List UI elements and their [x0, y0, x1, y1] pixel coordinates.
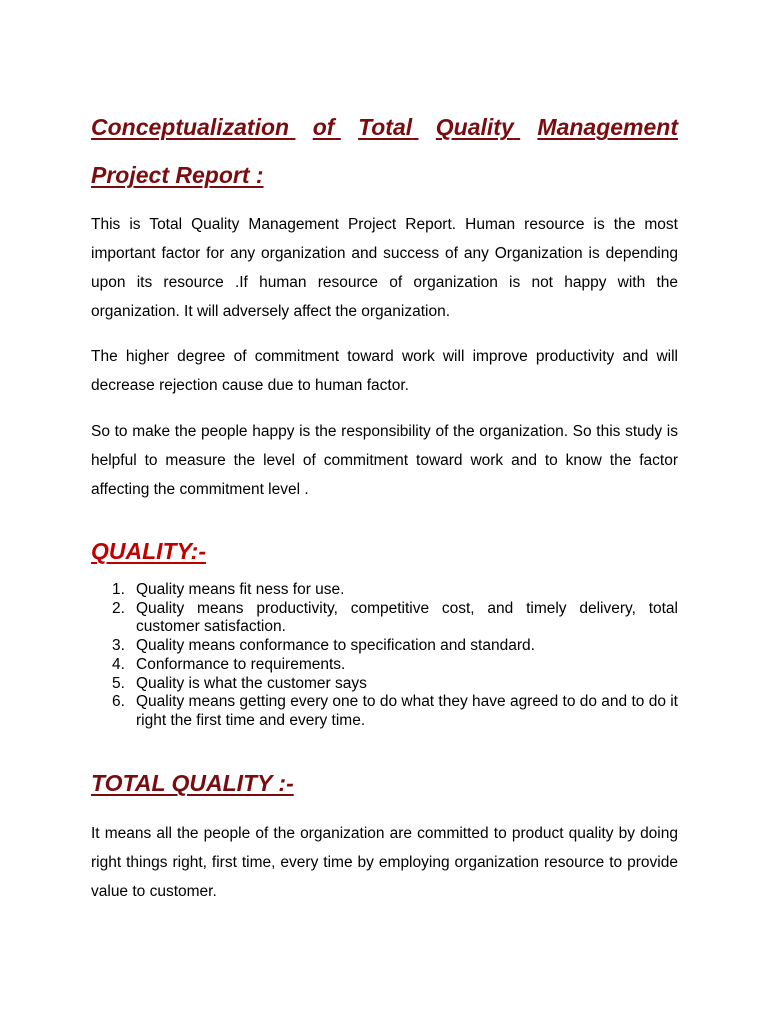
list-item-text: Quality means getting every one to do what they have agreed to do and to do it right the first time and every time.: [136, 693, 678, 729]
title-gap: [334, 113, 358, 141]
list-item: [91, 693, 678, 730]
total-quality-heading: TOTAL QUALITY :-: [91, 770, 294, 796]
title-word: Management: [537, 114, 678, 140]
total-quality-paragraph: It means all the people of the organization are committed to product quality by doing right things right, first time, every time by employing organization resource to provide value to customer.: [91, 825, 678, 900]
list-item-text: Quality means productivity, competitive cost, and timely delivery, total customer satisfaction.: [136, 599, 678, 636]
quality-heading: QUALITY:-: [91, 538, 206, 564]
title-gap: [289, 113, 313, 141]
list-item: [91, 600, 678, 637]
list-item-number: 3.: [112, 637, 125, 655]
document-title-line-2: Project Report :: [91, 162, 264, 188]
title-gap: [514, 113, 538, 141]
list-item-number: 6.: [112, 693, 125, 711]
title-gap: [412, 113, 436, 141]
list-item-number: 1.: [112, 581, 125, 598]
quality-list: [91, 581, 678, 731]
list-item-text: Quality means conformance to specification and standard.: [136, 637, 535, 655]
list-item-number: 2.: [112, 599, 125, 617]
list-item-text: Quality means fit ness for use.: [136, 581, 345, 598]
list-item-text: Conformance to requirements.: [136, 655, 346, 673]
intro-paragraph: So to make the people happy is the responsibility of the organization. So this study is helpful to measure the level of commitment toward work and to know the factor affecting the commitment level .: [91, 423, 678, 498]
list-item-number: 5.: [112, 674, 125, 692]
list-item-number: 4.: [112, 655, 125, 673]
title-word: Conceptualization: [91, 114, 290, 140]
list-item: [91, 581, 678, 600]
list-item: [91, 637, 678, 656]
list-item-text: Quality is what the customer says: [136, 674, 367, 692]
intro-paragraph: This is Total Quality Management Project Report. Human resource is the most important factor for any organization and success of any Organization is depending upon its resource .If human resource of organization is not happy with the organization. It will adversely affect the organization.: [91, 216, 678, 320]
document-title-line-1: [91, 113, 678, 141]
intro-paragraph: The higher degree of commitment toward work will improve productivity and will decrease rejection cause due to human factor.: [91, 348, 678, 394]
title-word: Quality: [435, 114, 514, 140]
title-word: Total: [358, 114, 413, 140]
list-item: [91, 656, 678, 675]
title-word: of: [312, 114, 335, 140]
list-item: [91, 675, 678, 694]
